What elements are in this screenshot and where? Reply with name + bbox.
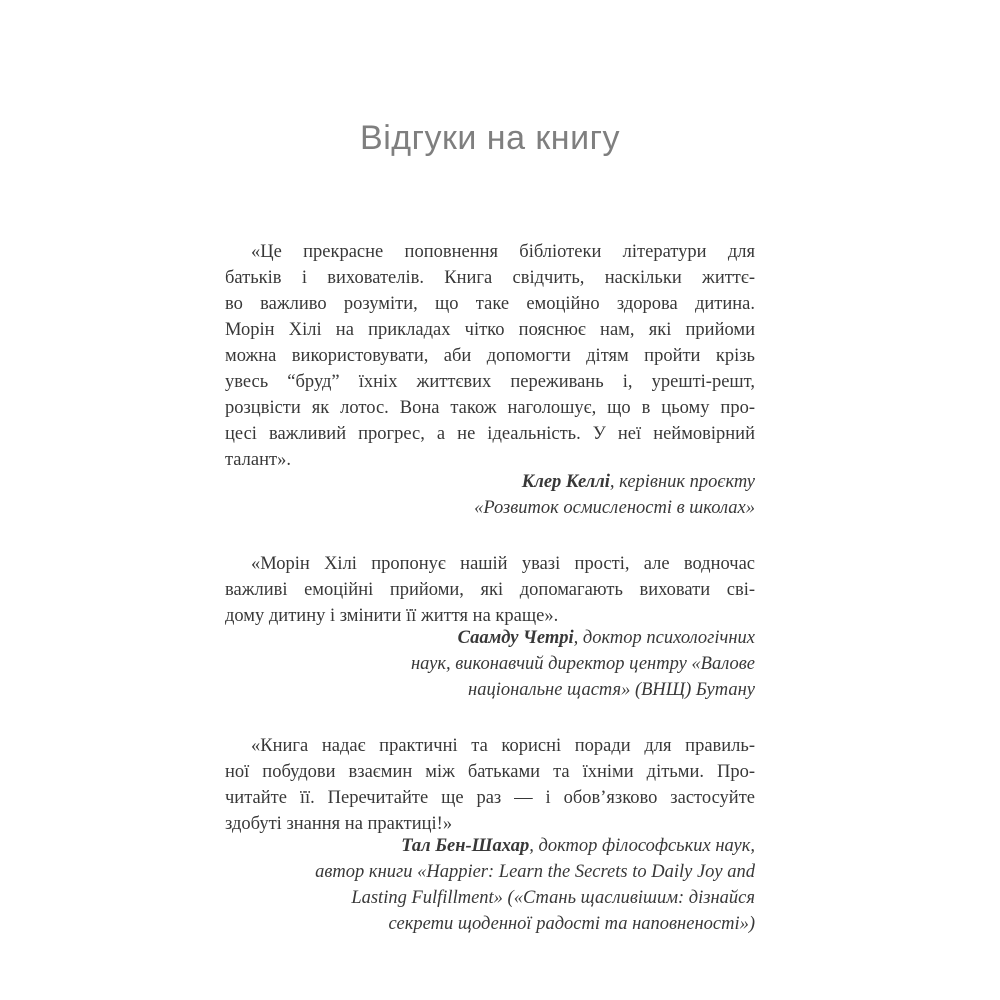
- quote-line: розцвісти як лотос. Вона також наголошує, що в цьому про-: [225, 397, 755, 418]
- attribution-line: [225, 469, 755, 495]
- quote-paragraph: [225, 239, 755, 473]
- attribution-line: секрети щоденної радості та наповненості»): [388, 913, 755, 934]
- review: [225, 733, 755, 937]
- quote-line: «Морін Хілі пропонує нашій увазі прості, але водночас: [251, 553, 755, 574]
- quote-line: «Книга надає практичні та корисні поради для правиль-: [251, 735, 755, 756]
- quote-line: талант».: [225, 449, 291, 470]
- attribution-line: Lasting Fulfillment» («Стань щасливішим: дізнайся: [351, 887, 755, 908]
- attribution-role: , доктор психологічних: [573, 627, 755, 648]
- text-column: [225, 0, 755, 967]
- quote-line: дому дитину і змінити її життя на краще».: [225, 605, 559, 626]
- reviews-section: [225, 239, 755, 937]
- quote-line: батьків і вихователів. Книга свідчить, наскільки життє-: [225, 267, 755, 288]
- quote-line: во важливо розуміти, що таке емоційно здорова дитина.: [225, 293, 755, 314]
- attribution: [225, 469, 755, 521]
- quote-line: можна використовувати, аби допомогти дітям пройти крізь: [225, 345, 755, 366]
- quote-line: Морін Хілі на прикладах чітко пояснює нам, які прийоми: [225, 319, 755, 340]
- quote-line: читайте її. Перечитайте ще раз — і обов’язково застосуйте: [225, 787, 755, 808]
- quote-line: цесі важливий прогрес, а не ідеальність. У неї неймовірний: [225, 423, 755, 444]
- review: [225, 551, 755, 703]
- attribution-line: автор книги «Happier: Learn the Secrets to Daily Joy and: [315, 861, 755, 882]
- review: [225, 239, 755, 521]
- attribution-name: Клер Келлі: [521, 471, 610, 492]
- page-title: Відгуки на книгу: [360, 119, 620, 157]
- attribution-line: «Розвиток осмисленості в школах»: [474, 497, 755, 518]
- attribution: [225, 833, 755, 937]
- quote-line: важливі емоційні прийоми, які допомагають виховати сві-: [225, 579, 755, 600]
- quote-line: «Це прекрасне поповнення бібліотеки літератури для: [251, 241, 755, 262]
- quote-line: увесь “бруд” їхніх життєвих переживань і, урешті-решт,: [225, 371, 755, 392]
- attribution: [225, 625, 755, 703]
- quote-paragraph: [225, 551, 755, 629]
- attribution-name: Тал Бен-Шахар: [401, 835, 530, 856]
- attribution-role: , керівник проєкту: [609, 471, 755, 492]
- attribution-line: національне щастя» (ВНЩ) Бутану: [468, 679, 755, 700]
- quote-line: ної побудови взаємин між батьками та їхніми дітьми. Про-: [225, 761, 755, 782]
- quote-line: здобуті знання на практиці!»: [225, 813, 453, 834]
- attribution-role: , доктор філософських наук,: [529, 835, 755, 856]
- attribution-line: наук, виконавчий директор центру «Валове: [410, 653, 755, 674]
- attribution-name: Саамду Четрі: [457, 627, 574, 648]
- quote-paragraph: [225, 733, 755, 837]
